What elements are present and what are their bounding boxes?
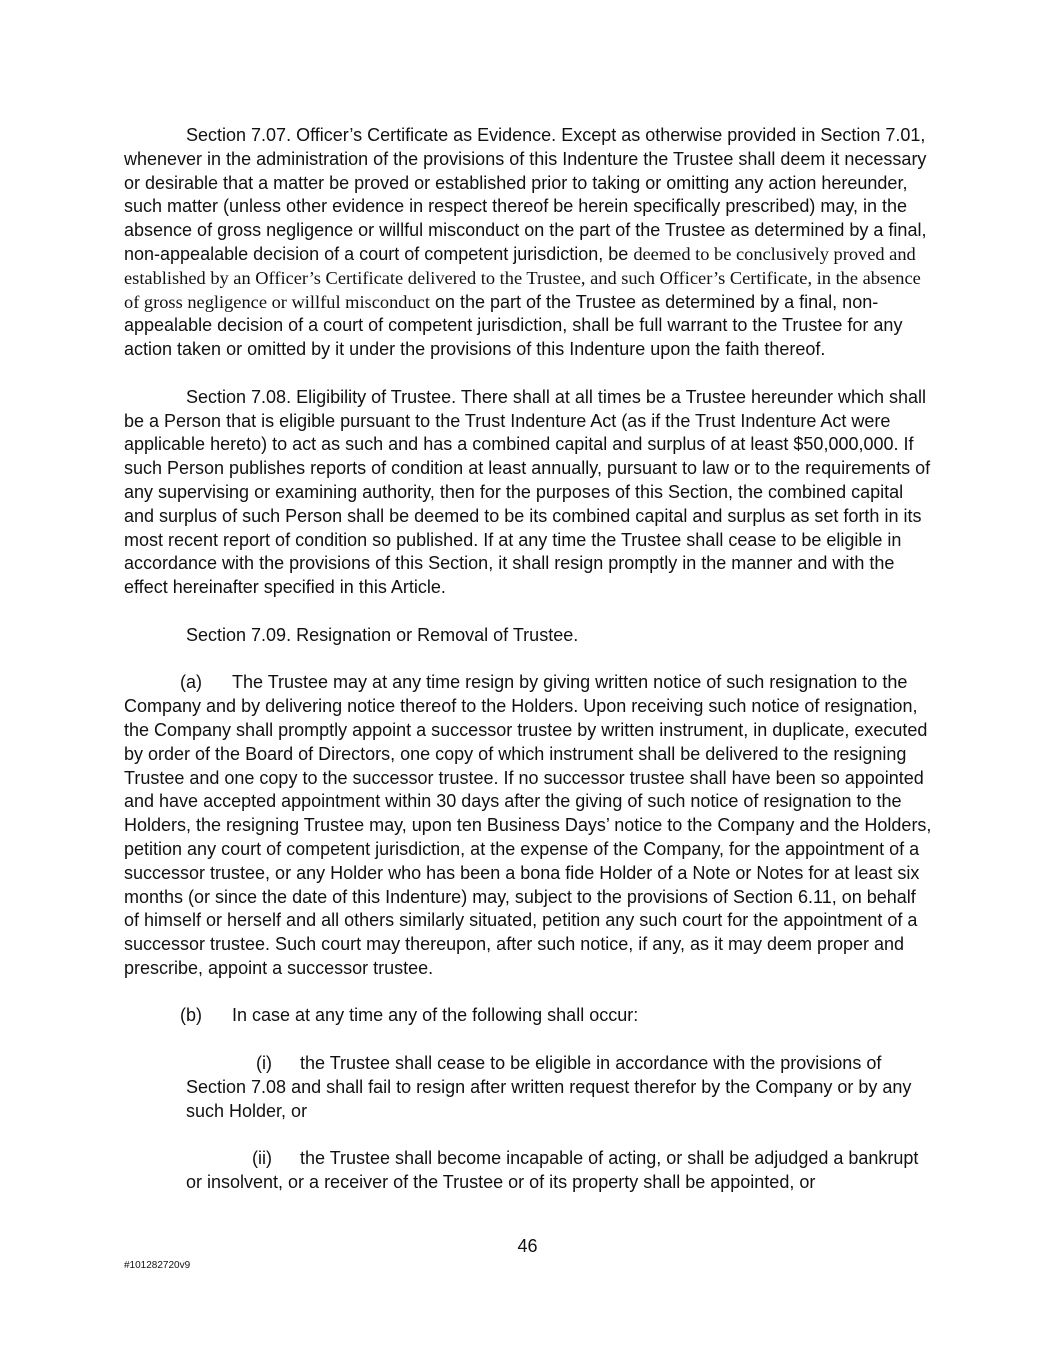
clause-i-text: the Trustee shall cease to be eligible in accordance with the provisions of Section 7.08 and shall fail to resign after written request therefor by the Company or by any such Holder, or: [186, 1053, 912, 1121]
clause-b-text: In case at any time any of the following shall occur:: [232, 1005, 639, 1026]
document-id: #101282720v9: [124, 1260, 191, 1271]
clause-a-label: (a): [180, 672, 202, 693]
section-7-09-b-ii: [124, 1147, 934, 1195]
section-7-09-title: Section 7.09. Resignation or Removal of Trustee.: [186, 624, 579, 645]
section-7-09-b: [124, 1004, 934, 1028]
section-7-07-heading: Section 7.07. Officer’s Certificate as Evidence.: [186, 125, 557, 145]
section-7-08: [124, 386, 934, 600]
section-7-07-body-part2: deemed to be conclusively proved and established by an Officer’s Certificate delivered to the Trustee, and such Officer’s Certificate, in the absence of gross negligence or willful misconduct: [124, 243, 921, 312]
section-7-07: [124, 124, 934, 362]
clause-i-label: (i): [256, 1053, 272, 1074]
section-7-08-heading: Section 7.08. Eligibility of Trustee.: [186, 386, 457, 407]
clause-ii-text: the Trustee shall become incapable of acting, or shall be adjudged a bankrupt or insolvent, or a receiver of the Trustee or of its property shall be appointed, or: [186, 1148, 919, 1193]
clause-a-text: The Trustee may at any time resign by giving written notice of such resignation to the Company and by delivering notice thereof to the Holders. Upon receiving such notice of resignation, the Company shall promptly appoint a successor trustee by written instrument, in duplicate, executed by order of the Board of Directors, one copy of which instrument shall be delivered to the resigning Trustee and one copy to the successor trustee. If no successor trustee shall have been so appointed and have accepted appointment within 30 days after the giving of such notice of resignation to the Holders, the resigning Trustee may, upon ten Business Days’ notice to the Company and the Holders, petition any court of competent jurisdiction, at the expense of the Company, for the appointment of a successor trustee, or any Holder who has been a bona fide Holder of a Note or Notes for at least six months (or since the date of this Indenture) may, subject to the provisions of Section 6.11, on behalf of himself or herself and all others similarly situated, petition any such court for the appointment of a successor trustee. Such court may thereupon, after such notice, if any, as it may deem proper and prescribe, appoint a successor trustee.: [124, 672, 932, 978]
section-7-09-a: [124, 671, 934, 980]
clause-b-label: (b): [180, 1005, 202, 1026]
clause-ii-label: (ii): [252, 1148, 272, 1169]
document-page: [124, 124, 934, 1195]
page-number: 46: [517, 1236, 538, 1256]
section-7-07-body-part1: Except as otherwise provided in Section 7.01, whenever in the administration of the provisions of this Indenture the Trustee shall deem it necessary or desirable that a matter be proved or established prior to taking or omitting any action hereunder, such matter (unless other evidence in respect thereof be herein specifically prescribed) may, in the absence of gross negligence or willful misconduct on the part of the Trustee as determined by a final, non-appealable decision of a court of competent jurisdiction, be: [124, 125, 927, 264]
section-7-09-heading: [124, 624, 934, 648]
section-7-07-body-part3: on the part of the Trustee as determined by a final, non-appealable decision of a court of competent jurisdiction, shall be full warrant to the Trustee for any action taken or omitted by it under the provisions of this Indenture upon the faith thereof.: [124, 291, 903, 360]
section-7-09-b-i: [124, 1052, 934, 1123]
section-7-08-body: There shall at all times be a Trustee hereunder which shall be a Person that is eligible pursuant to the Trust Indenture Act (as if the Trust Indenture Act were applicable hereto) to act as such and has a combined capital and surplus of at least $50,000,000. If such Person publishes reports of condition at least annually, pursuant to law or to the requirements of any supervising or examining authority, then for the purposes of this Section, the combined capital and surplus of such Person shall be deemed to be its combined capital and surplus as set forth in its most recent report of condition so published. If at any time the Trustee shall cease to be eligible in accordance with the provisions of this Section, it shall resign promptly in the manner and with the effect hereinafter specified in this Article.: [124, 386, 931, 598]
